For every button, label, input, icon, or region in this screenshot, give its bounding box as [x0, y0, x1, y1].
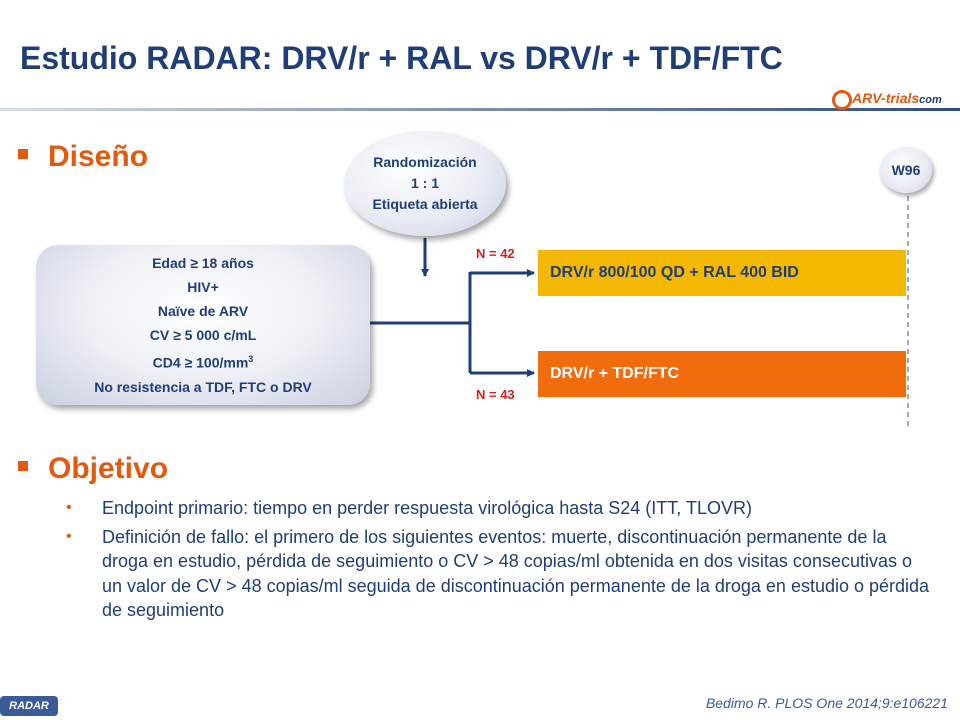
objective-list — [66, 496, 932, 627]
radar-badge: RADAR — [0, 696, 58, 716]
arm2-n-label: N = 43 — [476, 387, 515, 402]
objective-item: • Definición de fallo: el primero de los siguientes eventos: muerte, discontinuación permanente de la droga en estudio, pérdida de seguimiento o CV > 48 copias/ml obtenida en dos visitas consecutivas o un valor de CV > 48 copias/ml seguida de discontinuación permanente de la droga en estudio o pérdida de seguimiento — [66, 526, 930, 620]
w96-marker: W96 — [880, 147, 932, 193]
criterion: Edad ≥ 18 años — [152, 255, 254, 272]
bullet-dot-icon: • — [66, 499, 72, 516]
inclusion-criteria-box — [36, 245, 370, 405]
criterion: HIV+ — [187, 279, 219, 296]
criterion: No resistencia a TDF, FTC o DRV — [94, 378, 312, 395]
bullet-dot-icon: • — [66, 527, 72, 545]
section-heading-design: Diseño — [18, 140, 148, 174]
criterion: $CD4 \ge 100/mm^3$ — [152, 354, 254, 371]
square-bullet-icon — [18, 461, 28, 471]
arm1-n-label: N = 42 — [476, 246, 515, 261]
arm1-label: DRV/r 800/100 QD + RAL 400 BID — [550, 264, 799, 281]
objective-item: • Endpoint primario: tiempo en perder respuesta virológica hasta S24 (ITT, TLOVR) — [102, 496, 932, 521]
arm2-box — [538, 351, 906, 397]
randomization-line: Randomización — [373, 154, 477, 170]
arm2-label: DRV/r + TDF/FTC — [550, 365, 680, 382]
randomization-bubble — [344, 131, 506, 236]
criterion: Naïve de ARV — [157, 303, 249, 320]
page-title: Estudio RADAR: DRV/r + RAL vs DRV/r + TDF/FTC — [20, 40, 783, 76]
logo-text: ARV-trialscom — [852, 90, 942, 106]
citation: Bedimo R. PLOS One 2014;9:e106221 — [705, 695, 948, 711]
section-heading-objective: Objetivo — [18, 452, 168, 486]
arm1-box — [538, 250, 906, 296]
criterion: CV ≥ 5 000 c/mL — [149, 327, 257, 344]
randomization-line: 1 : 1 — [410, 175, 439, 191]
randomization-line: Etiqueta abierta — [372, 196, 478, 212]
